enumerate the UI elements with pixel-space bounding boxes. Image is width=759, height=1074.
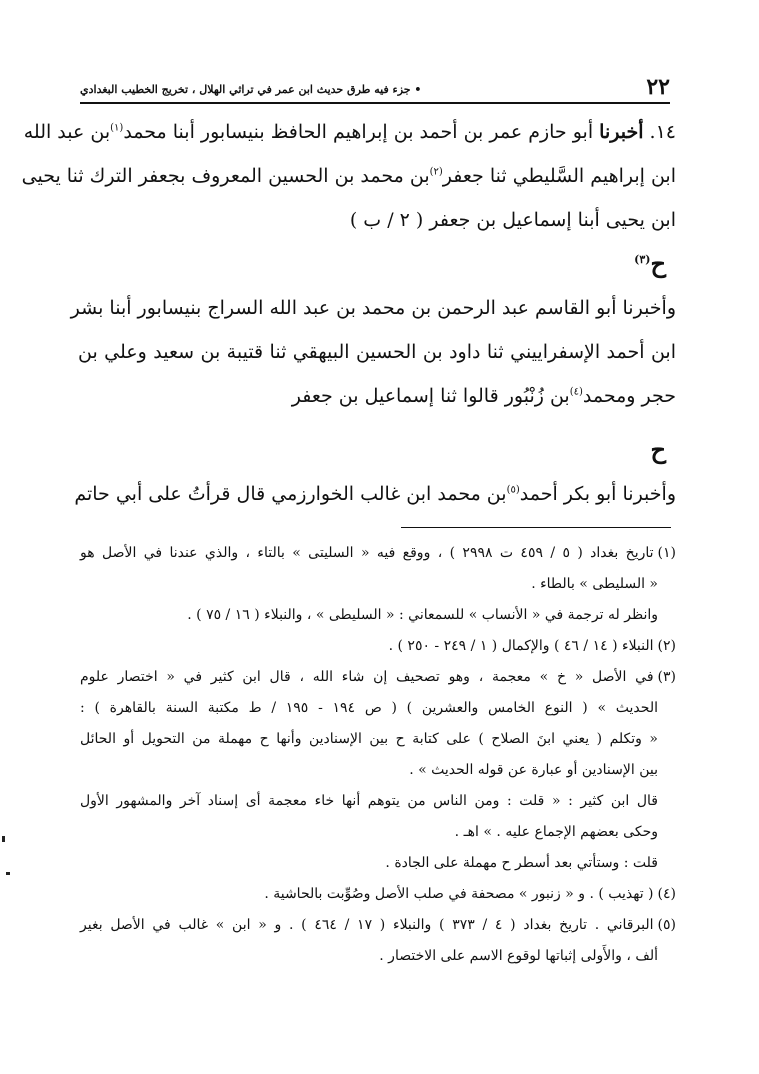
footnotes <box>80 538 676 972</box>
tahwil-mark-2: ح <box>650 435 666 464</box>
text-segment: ابن إبراهيم السَّليطي ثنا جعفر <box>442 165 676 187</box>
page-header <box>80 70 670 104</box>
tahwil-mark-1 <box>78 242 666 286</box>
footnote-1-line-1 <box>80 538 676 569</box>
footnote-3-line-5: قال ابن كثير : « قلت : ومن الناس من يتوهم أنها خاء معجمة أى إسناد آخر والمشهور الأول <box>80 793 658 809</box>
text-line-1 <box>23 110 676 154</box>
footnote-3-line-4: بين الإسنادين أو عبارة عن قوله الحديث » . <box>409 762 658 778</box>
footnote-text: النبلاء ( ١٤ / ٤٦ ) والإكمال ( ١ / ٢٤٩ - ٢٥٠ ) . <box>388 638 654 654</box>
footnote-5-line-1 <box>80 910 676 941</box>
footnote-3-line-7: قلت : وستأتي بعد أسطر ح مهملة على الجادة . <box>385 855 658 871</box>
text-line-2 <box>21 154 676 198</box>
footnote-separator <box>401 527 671 528</box>
footnote-3-line-2: الحديث » ( النوع الخامس والعشرين ) ( ص ١٩٤ - ١٩٥ / ط مكتبة السنة بالقاهرة ) : <box>80 700 658 716</box>
page-number: ٢٢ <box>646 74 670 100</box>
text-segment: بن عبد الله <box>23 121 111 143</box>
text-segment: بن محمد بن الحسين المعروف بجعفر الترك ثنا يحيى <box>21 165 430 187</box>
footnote-3-line-1 <box>80 662 676 693</box>
text-segment: وأخبرنا أبو بكر أحمد <box>519 483 676 505</box>
footnote-3-line-6: وحكى بعضهم الإجماع عليه . » اهـ . <box>454 824 658 840</box>
running-title: • جزء فيه طرق حديث ابن عمر في تراثي الهلال ، تخريج الخطيب البغدادي <box>80 83 422 96</box>
footnote-text: ( تهذيب ) . و « زنبور » مصحفة في صلب الأصل وصُوِّبت بالحاشية . <box>264 886 654 902</box>
footnote-ref-4: (٤) <box>569 386 583 398</box>
text-segment: بن محمد ابن غالب الخوارزمي قال قرأتُ على أبي حاتم <box>74 483 507 505</box>
footnote-marker: (٤) <box>657 886 676 902</box>
footnote-text: البرقاني . تاريخ بغداد ( ٤ / ٣٧٣ ) والنبلاء ( ١٧ / ٤٦٤ ) . و « ابن » غالب في الأصل بغير <box>80 917 654 933</box>
footnote-4-line-1 <box>80 879 676 910</box>
text-line-3: ابن يحيى أبنا إسماعيل بن جعفر ( ٢ / ب ) <box>349 209 676 231</box>
text-line-5: ابن أحمد الإسفراييني ثنا داود بن الحسين البيهقي ثنا قتيبة بن سعيد وعلي بن <box>78 341 676 363</box>
footnote-marker: (٢) <box>657 638 676 654</box>
hadith-number: ١٤. <box>649 121 676 143</box>
footnote-ref-5: (٥) <box>506 484 520 496</box>
footnote-ref-2: (٢) <box>429 166 443 178</box>
footnote-marker: (١) <box>657 545 676 561</box>
footnote-1-line-2: « السليطى » بالطاء . <box>531 576 658 592</box>
text-line-7 <box>74 472 676 516</box>
footnote-3-line-3: « وتكلم ( يعني ابنَ الصلاح ) على كتابة ح بين الإسنادين وأنها ح مهملة من التحويل أو الحائل <box>80 731 658 747</box>
text-line-6 <box>78 374 676 418</box>
footnote-marker: (٣) <box>657 669 676 685</box>
text-segment: حجر ومحمد <box>582 385 676 407</box>
footnote-marker: (٥) <box>657 917 676 933</box>
scan-edge-mark <box>6 872 10 875</box>
footnote-text: تاريخ بغداد ( ٥ / ٤٥٩ ت ٢٩٩٨ ) ، ووقع فيه « السليتى » بالتاء ، والذي عندنا في الأصل هو <box>80 545 654 561</box>
footnote-5-line-2: ألف ، والأَولى إثباتها لوقوع الاسم على الاختصار . <box>379 948 658 964</box>
scan-edge-mark <box>2 836 5 842</box>
footnote-ref-1: (١) <box>110 122 124 134</box>
text-segment: بن زُنْبُور قالوا ثنا إسماعيل بن جعفر <box>291 385 570 407</box>
footnote-2-line-1 <box>80 631 676 662</box>
hadith-text <box>21 110 676 516</box>
tahwil-letter: ح <box>650 249 666 278</box>
footnote-text: في الأصل « خ » معجمة ، وهو تصحيف إن شاء الله ، قال ابن كثير في « اختصار علوم <box>80 669 654 685</box>
footnote-ref-3: (٣) <box>634 253 651 266</box>
footnote-1-line-3: وانظر له ترجمة في « الأنساب » للسمعاني : « السليطى » ، والنبلاء ( ١٦ / ٧٥ ) . <box>187 607 658 623</box>
text-line-4: وأخبرنا أبو القاسم عبد الرحمن بن محمد بن عبد الله السراج بنيسابور أبنا بشر <box>70 297 676 319</box>
text-segment: أبو حازم عمر بن أحمد بن إبراهيم الحافظ بنيسابور أبنا محمد <box>123 121 594 143</box>
akhbarana-word: أخبرنا <box>599 121 644 143</box>
